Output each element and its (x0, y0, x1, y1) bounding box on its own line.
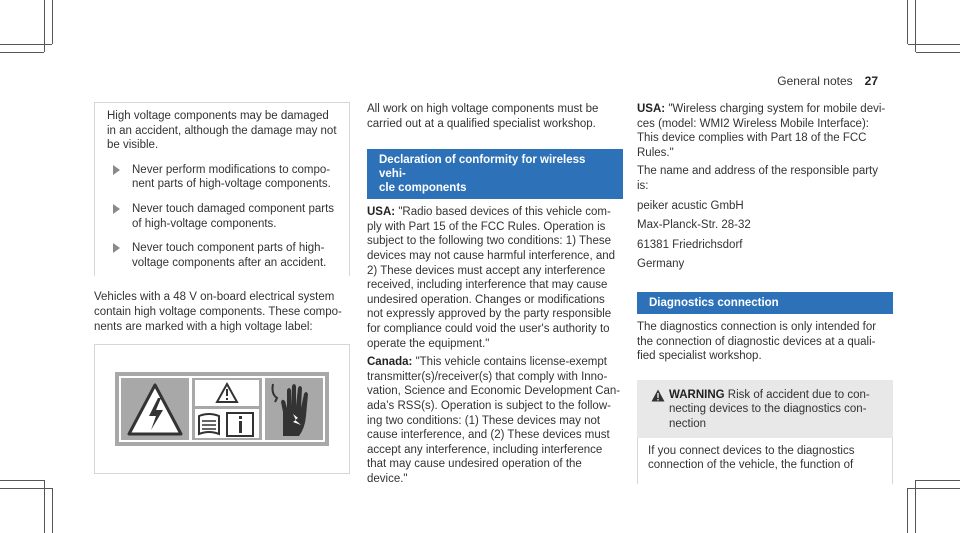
running-header (777, 74, 878, 88)
crop-mark (0, 52, 44, 53)
canada-conformity-text: Canada: "This vehicle contains license-exempt transmitter(s)/receiver(s) that comply with Inno- vation, Science and Economic Development Can- ada’s RSS(s). Operation is subject to the follow- ing two conditions: (1) These devices may not cause interference, and (2) These devices must accept any interference, including interference that may cause undesired operation of the device." (367, 356, 621, 485)
bullet-triangle-icon (113, 165, 120, 175)
responsible-party-text: The name and address of the responsible party is: (637, 165, 879, 192)
column-left (94, 102, 350, 474)
bullet-item: Never perform modifications to compo- nent parts of high-voltage components. (107, 163, 339, 192)
crop-mark (907, 488, 908, 533)
bullet-triangle-icon (113, 204, 120, 214)
company-street: Max-Planck-Str. 28-32 (637, 219, 751, 232)
company-country: Germany (637, 258, 685, 271)
note-box (94, 102, 350, 276)
crop-mark (0, 480, 44, 481)
warning-box: WARNING Risk of accident due to con- necting devices to the diagnostics con- nection (637, 380, 893, 438)
company-name: peiker acustic GmbH (637, 199, 744, 212)
crop-mark (52, 488, 53, 533)
high-voltage-label-figure (94, 344, 350, 474)
section-heading-diagnostics: Diagnostics connection (637, 292, 893, 314)
crop-mark (0, 488, 52, 489)
usa-wireless-charging-text: USA: "Wireless charging system for mobile devi- ces (model: WMI2 Wireless Mobile Interface): This device complies with Part 18 of the FCC Rules." (637, 103, 886, 159)
column-middle (367, 102, 623, 496)
warning-triangle-icon (647, 389, 669, 402)
column-right (637, 102, 893, 484)
high-voltage-label-icon (115, 372, 329, 446)
warning-continuation: If you connect devices to the diagnostics connection of the vehicle, the function of (637, 438, 893, 484)
bullet-item: Never touch damaged component parts of high-voltage components. (107, 202, 339, 231)
diagnostics-paragraph: The diagnostics connection is only intended for the connection of diagnostic devices at a quali- fied specialist workshop. (637, 320, 877, 363)
crop-mark (915, 0, 916, 52)
bullet-item: Never touch component parts of high- voltage components after an accident. (107, 241, 339, 270)
section-title: General notes (777, 74, 853, 88)
vehicle-voltage-paragraph: Vehicles with a 48 V on-board electrical system contain high voltage components. These compo- nents are marked with a high voltage label: (94, 291, 342, 333)
note-text: High voltage components may be damaged in an accident, although the damage may not be visible. (107, 110, 337, 152)
usa-conformity-text: USA: "Radio based devices of this vehicle com- ply with Part 15 of the FCC Rules. Operation is subject to the following two conditions: 1) These devices may not cause harmful interference, and 2) These devices must accept any interference received, including interference that may cause undesired operation. Changes or modifications not expressly approved by the party responsible for compliance could void the user's authority to operate the equipment." (367, 206, 616, 350)
crop-mark (44, 0, 45, 52)
warning-label: WARNING (669, 388, 725, 401)
crop-mark (916, 480, 960, 481)
bullet-triangle-icon (113, 243, 120, 253)
section-heading-conformity: Declaration of conformity for wireless vehi- cle components (367, 149, 623, 199)
company-city: 61381 Friedrichsdorf (637, 238, 743, 251)
workshop-paragraph: All work on high voltage components must be carried out at a qualified specialist workshop. (367, 103, 599, 130)
crop-mark (916, 52, 960, 53)
crop-mark (908, 488, 960, 489)
crop-mark (907, 0, 908, 44)
crop-mark (52, 0, 53, 44)
page-number: 27 (864, 74, 878, 88)
